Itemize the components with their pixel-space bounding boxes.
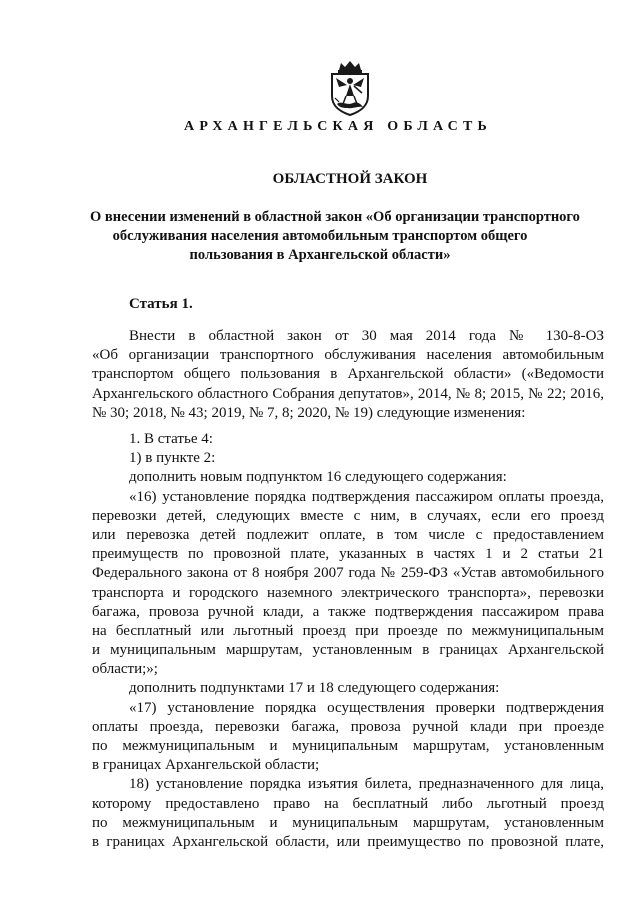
article-heading: Статья 1. <box>129 296 193 312</box>
text-line: и муниципальным маршрутам, установленным в границах Архангельской <box>92 642 604 659</box>
text-line: транспорта и городского наземного электрического транспорта», перевозки <box>92 584 604 601</box>
text-line: 18) установление порядка изъятия билета, предназначенного для лица, <box>129 776 604 793</box>
text-line: Внести в областной закон от 30 мая 2014 года № 130-8-ОЗ <box>129 328 604 344</box>
text-line: багажа, провоза ручной клади, а также подтверждения пассажиром права <box>92 603 604 620</box>
text-line: дополнить подпунктами 17 и 18 следующего содержания: <box>129 680 500 697</box>
text-line: оплаты проезда, перевозки багажа, провоза ручной клади при проезде <box>92 718 604 735</box>
document-title <box>90 208 580 265</box>
text-line: Архангельского областного Собрания депутатов», 2014, № 8; 2015, № 22; 2016, <box>92 385 604 402</box>
text-line: области;»; <box>92 661 158 678</box>
text-line: Федерального закона от 8 ноября 2007 года № 259-ФЗ «Устав автомобильного <box>92 565 604 582</box>
coat-of-arms-icon <box>327 60 373 116</box>
text-line: «17) установление порядка осуществления проверки подтверждения <box>129 699 604 716</box>
text-line: 1. В статье 4: <box>129 431 213 447</box>
article-changes <box>92 430 604 852</box>
text-line: на бесплатный или льготный проезд при проезде по межмуниципальным <box>92 622 604 639</box>
text-line: «16) установление порядка подтверждения пассажиром оплаты проезда, <box>129 488 604 505</box>
text-line: которому предоставлено право на бесплатный либо льготный проезд <box>92 795 604 812</box>
text-line: или перевозка детей подлежит оплате, в том числе с предоставлением <box>92 526 604 543</box>
text-line: в границах Архангельской области, или преимущество по провозной плате, <box>92 833 604 850</box>
text-line: в границах Архангельской области; <box>92 757 320 774</box>
text-line: перевозки детей, следующих вместе с ним, в случаях, если его проезд <box>92 507 604 524</box>
text-line: по межмуниципальным и муниципальным маршрутам, установленным <box>92 814 604 831</box>
article-intro-paragraph <box>92 327 604 423</box>
document-title-line: пользования в Архангельской области» <box>189 247 451 263</box>
text-line: преимуществ по провозной плате, указанных в частях 1 и 2 статьи 21 <box>92 546 604 563</box>
document-title-line: обслуживания населения автомобильным транспортом общего <box>112 228 528 244</box>
text-line: № 30; 2018, № 43; 2019, № 7, 8; 2020, № 19) следующие изменения: <box>92 404 526 421</box>
document-type: ОБЛАСТНОЙ ЗАКОН <box>272 171 428 187</box>
text-line: по межмуниципальным и муниципальным маршрутам, установленным <box>92 738 604 754</box>
document-title-line: О внесении изменений в областной закон «Об организации транспортного <box>90 209 580 225</box>
text-line: «Об организации транспортного обслуживания населения автомобильным <box>92 347 604 364</box>
text-line: 1) в пункте 2: <box>129 450 216 467</box>
region-name: АРХАНГЕЛЬСКАЯ ОБЛАСТЬ <box>184 119 492 134</box>
text-line: дополнить новым подпунктом 16 следующего содержания: <box>129 469 507 486</box>
text-line: транспортом общего пользования в Архангельской области» («Ведомости <box>92 366 604 383</box>
